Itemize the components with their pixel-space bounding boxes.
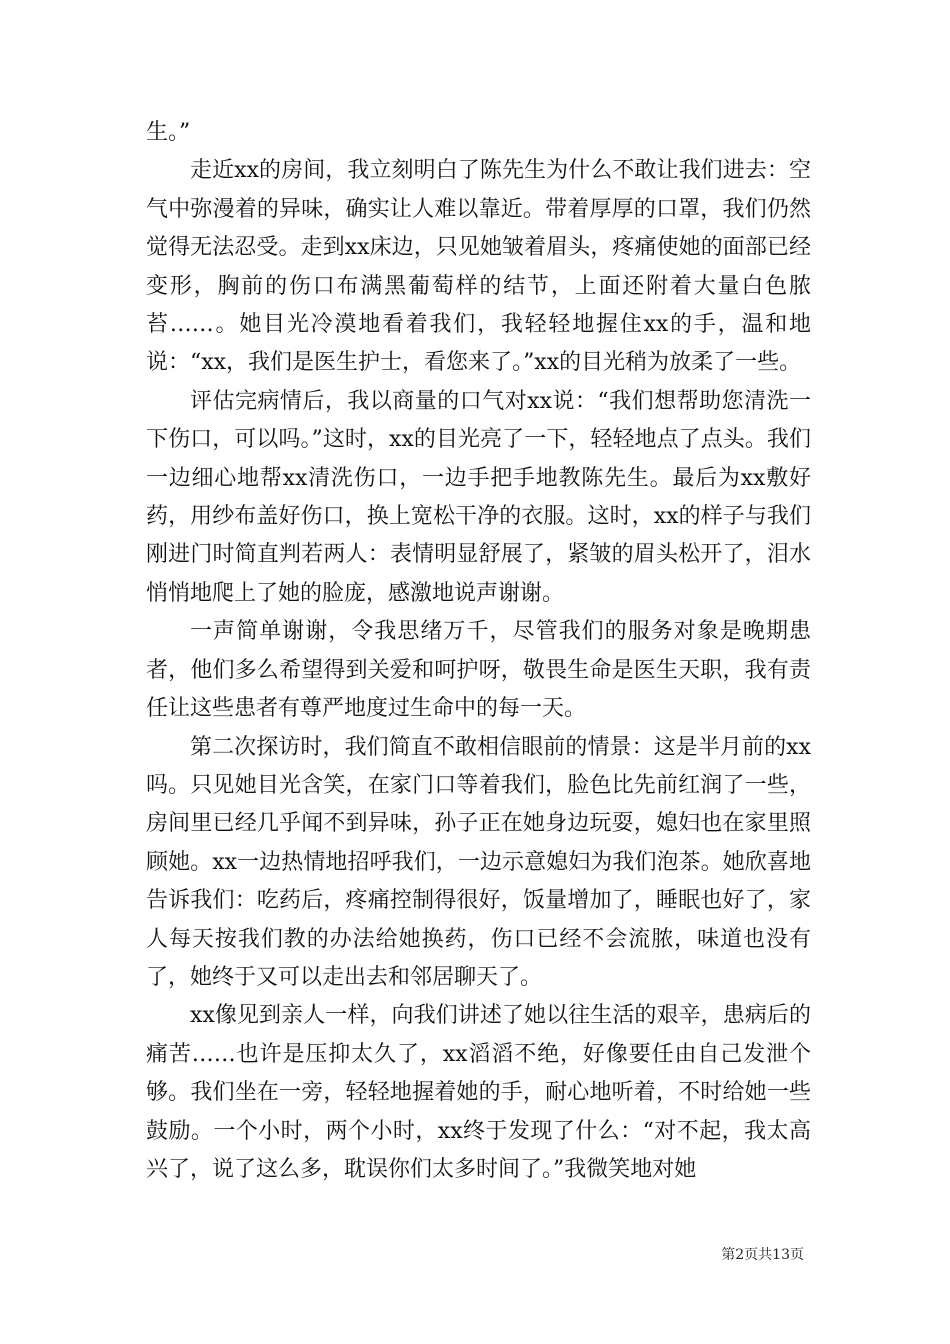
paragraph-wound-cleaning: 评估完病情后，我以商量的口气对xx说：“我们想帮助您清洗一下伤口，可以吗。”这时，xx的目光亮了一下，轻轻地点了点头。我们一边细心地帮xx清洗伤口，一边手把手地教陈先生。最后为xx敷好药，用纱布盖好伤口，换上宽松干净的衣服。这时，xx的样子与我们刚进门时简直判若两人：表情明显舒展了，紧皱的眉头松开了，泪水悄悄地爬上了她的脸庞，感激地说声谢谢。 <box>146 388 811 606</box>
page-number-footer: 第2页共13页 <box>721 1247 804 1263</box>
paragraph-second-visit: 第二次探访时，我们简直不敢相信眼前的情景：这是半月前的xx吗。只见她目光含笑，在家门口等着我们，脸色比先前红润了一些，房间里已经几乎闻不到异味，孙子正在她身边玩耍，媳妇也在家里照顾她。xx一边热情地招呼我们，一边示意媳妇为我们泡茶。她欣喜地告诉我们：吃药后，疼痛控制得很好，饭量增加了，睡眠也好了，家人每天按我们教的办法给她换药，伤口已经不会流脓，味道也没有了，她终于又可以走出去和邻居聊天了。 <box>146 734 811 990</box>
paragraph-entering-room: 走近xx的房间，我立刻明白了陈先生为什么不敢让我们进去：空气中弥漫着的异味，确实让人难以靠近。带着厚厚的口罩，我们仍然觉得无法忍受。走到xx床边，只见她皱着眉头，疼痛使她的面部已经变形，胸前的伤口布满黑葡萄样的结节，上面还附着大量白色脓苔……。她目光冷漠地看着我们，我轻轻地握住xx的手，温和地说：“xx，我们是医生护士，看您来了。”xx的目光稍为放柔了一些。 <box>146 158 811 376</box>
document-body <box>146 114 811 1189</box>
paragraph-continuation: 生。” <box>146 120 191 145</box>
paragraph-conversation: xx像见到亲人一样，向我们讲述了她以往生活的艰辛，患病后的痛苦……也许是压抑太久了，xx滔滔不绝，好像要任由自己发泄个够。我们坐在一旁，轻轻地握着她的手，耐心地听着，不时给她一些鼓励。一个小时，两个小时，xx终于发现了什么：“对不起，我太高兴了，说了这么多，耽误你们太多时间了。”我微笑地对她 <box>146 1003 811 1182</box>
paragraph-reflection: 一声简单谢谢，令我思绪万千，尽管我们的服务对象是晚期患者，他们多么希望得到关爱和呵护呀，敬畏生命是医生天职，我有责任让这些患者有尊严地度过生命中的每一天。 <box>146 619 811 722</box>
